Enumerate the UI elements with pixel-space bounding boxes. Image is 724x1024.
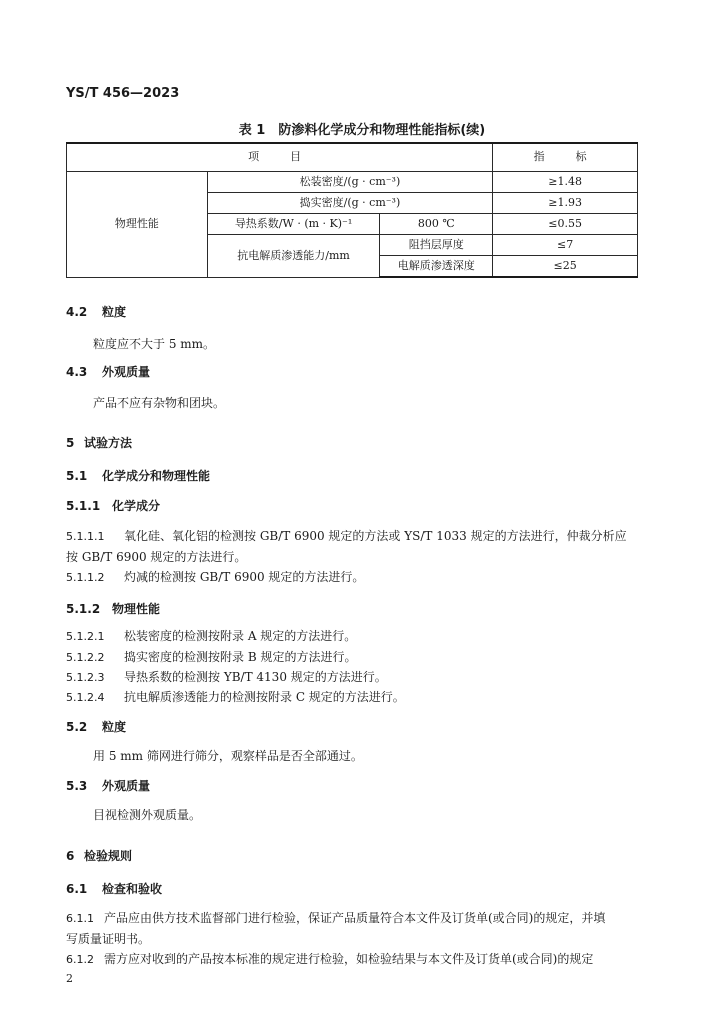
document-number: YS/T 456—2023 xyxy=(66,86,180,101)
section-title: 物理性能 xyxy=(112,602,161,616)
paragraph-continuation: 写质量证明书。 xyxy=(66,932,151,946)
section-number: 5.3 xyxy=(66,779,88,793)
header-item: 项 目 xyxy=(67,143,493,172)
paragraph-5-1-2-4 xyxy=(66,688,405,705)
clause-text: 抗电解质渗透能力的检测按附录 C 规定的方法进行。 xyxy=(124,690,405,704)
row-subitem: 阻挡层厚度 xyxy=(380,235,493,256)
clause-number: 5.1.1.1 xyxy=(66,530,105,543)
paragraph-5-1-2-2 xyxy=(66,648,356,665)
clause-text: 灼减的检测按 GB/T 6900 规定的方法进行。 xyxy=(124,570,365,584)
row-value: ≤0.55 xyxy=(493,214,638,235)
heading-5-1 xyxy=(66,467,210,484)
section-title: 化学成分 xyxy=(112,499,161,513)
row-value: ≤7 xyxy=(493,235,638,256)
row-value: ≥1.93 xyxy=(493,193,638,214)
heading-5-1-1 xyxy=(66,497,160,514)
heading-5-3 xyxy=(66,777,150,794)
section-title: 粒度 xyxy=(102,305,127,319)
heading-5 xyxy=(66,434,132,451)
section-number: 6 xyxy=(66,849,75,863)
section-title: 检查和验收 xyxy=(102,882,163,896)
heading-4-3 xyxy=(66,363,150,380)
header-index: 指 标 xyxy=(493,143,638,172)
page-number: 2 xyxy=(66,972,73,985)
row-item: 抗电解质渗透能力/mm xyxy=(207,235,380,278)
section-number: 5.2 xyxy=(66,720,88,734)
paragraph-5-1-1-1 xyxy=(66,527,627,544)
section-number: 5.1.2 xyxy=(66,602,101,616)
section-number: 4.3 xyxy=(66,365,88,379)
section-title: 化学成分和物理性能 xyxy=(102,469,211,483)
table-header-row xyxy=(67,143,638,172)
clause-number: 5.1.2.3 xyxy=(66,671,105,684)
clause-number: 6.1.2 xyxy=(66,953,94,966)
paragraph: 目视检测外观质量。 xyxy=(93,808,202,822)
heading-4-2 xyxy=(66,303,126,320)
paragraph: 产品不应有杂物和团块。 xyxy=(93,396,226,410)
group-label: 物理性能 xyxy=(67,172,208,278)
row-condition: 800 ℃ xyxy=(380,214,493,235)
row-item: 松装密度/(g · cm⁻³) xyxy=(207,172,492,193)
section-title: 外观质量 xyxy=(102,365,151,379)
section-number: 4.2 xyxy=(66,305,88,319)
table-caption: 表 1 防渗料化学成分和物理性能指标(续) xyxy=(238,123,486,138)
paragraph-6-1-1 xyxy=(66,909,605,926)
section-number: 5 xyxy=(66,436,75,450)
clause-number: 5.1.2.1 xyxy=(66,630,105,643)
clause-number: 5.1.2.4 xyxy=(66,691,105,704)
paragraph: 粒度应不大于 5 mm。 xyxy=(93,337,216,351)
section-title: 粒度 xyxy=(102,720,127,734)
paragraph-6-1-2 xyxy=(66,950,593,967)
paragraph-5-1-2-3 xyxy=(66,668,387,685)
specification-table xyxy=(66,142,638,278)
section-title: 试验方法 xyxy=(84,436,133,450)
paragraph-continuation: 按 GB/T 6900 规定的方法进行。 xyxy=(66,550,247,564)
section-title: 外观质量 xyxy=(102,779,151,793)
heading-6-1 xyxy=(66,880,162,897)
clause-number: 5.1.2.2 xyxy=(66,651,105,664)
paragraph-5-1-1-2 xyxy=(66,568,364,585)
section-title: 检验规则 xyxy=(84,849,133,863)
clause-text: 捣实密度的检测按附录 B 规定的方法进行。 xyxy=(124,650,357,664)
section-number: 5.1 xyxy=(66,469,88,483)
section-number: 6.1 xyxy=(66,882,88,896)
row-value: ≥1.48 xyxy=(493,172,638,193)
row-subitem: 电解质渗透深度 xyxy=(380,256,493,278)
paragraph-5-1-2-1 xyxy=(66,627,356,644)
row-value: ≤25 xyxy=(493,256,638,278)
heading-5-2 xyxy=(66,718,126,735)
row-item: 导热系数/W · (m · K)⁻¹ xyxy=(207,214,380,235)
heading-5-1-2 xyxy=(66,600,160,617)
clause-number: 5.1.1.2 xyxy=(66,571,105,584)
clause-text: 产品应由供方技术监督部门进行检验，保证产品质量符合本文件及订货单(或合同)的规定，并填 xyxy=(104,911,606,925)
clause-text: 需方应对收到的产品按本标准的规定进行检验，如检验结果与本文件及订货单(或合同)的规定 xyxy=(104,952,594,966)
clause-number: 6.1.1 xyxy=(66,912,94,925)
row-item: 捣实密度/(g · cm⁻³) xyxy=(207,193,492,214)
heading-6 xyxy=(66,847,132,864)
section-number: 5.1.1 xyxy=(66,499,101,513)
table-row xyxy=(67,172,638,193)
clause-text: 氧化硅、氧化铝的检测按 GB/T 6900 规定的方法或 YS/T 1033 规定的方法进行，仲裁分析应 xyxy=(124,529,627,543)
clause-text: 导热系数的检测按 YB/T 4130 规定的方法进行。 xyxy=(124,670,387,684)
paragraph: 用 5 mm 筛网进行筛分，观察样品是否全部通过。 xyxy=(93,749,363,763)
clause-text: 松装密度的检测按附录 A 规定的方法进行。 xyxy=(124,629,357,643)
